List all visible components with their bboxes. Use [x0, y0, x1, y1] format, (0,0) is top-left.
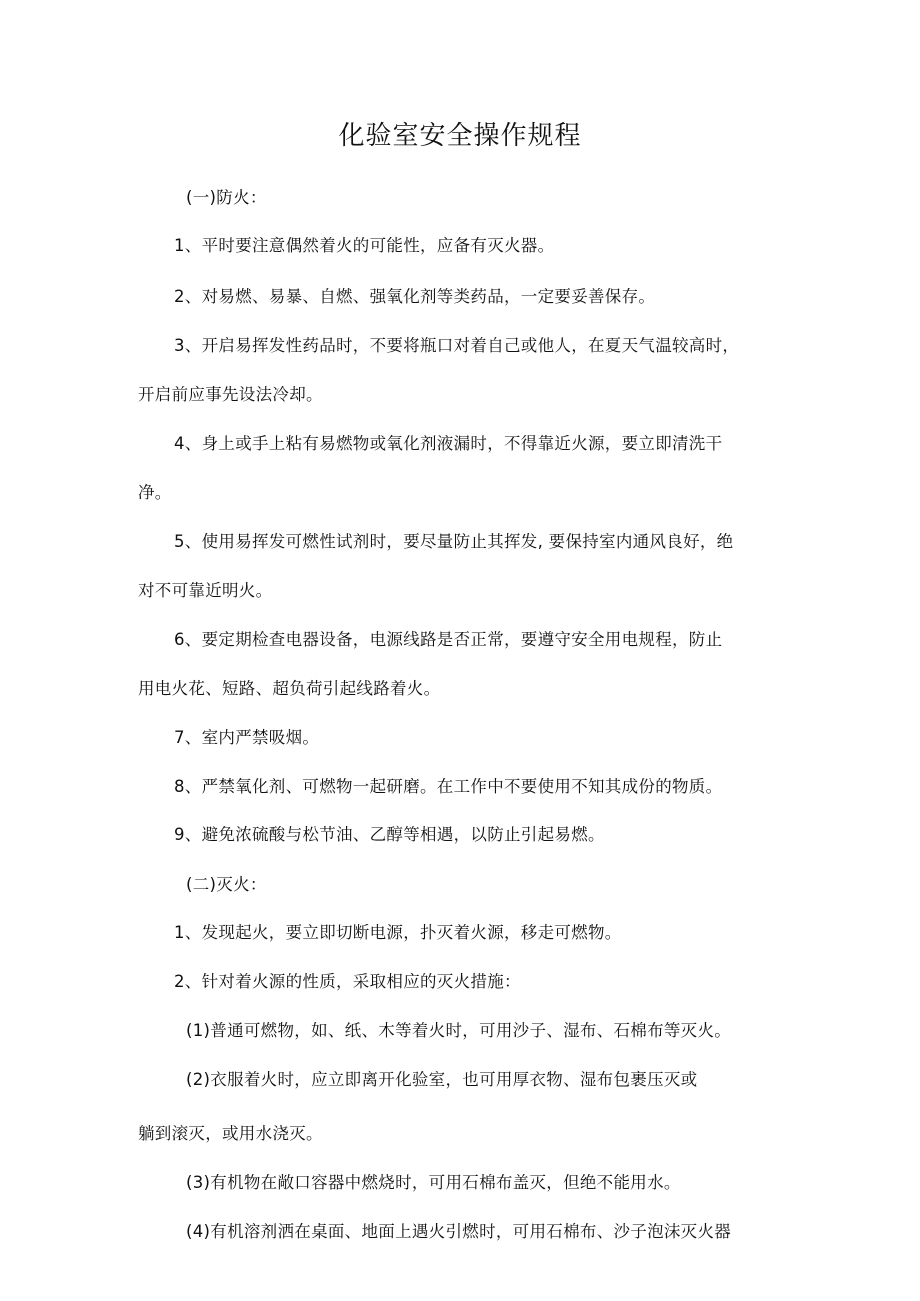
- paragraph-line: 8、严禁氧化剂、可燃物一起研磨。在工作中不要使用不知其成份的物质。: [174, 777, 723, 796]
- paragraph-line: 对不可靠近明火。: [138, 581, 273, 600]
- paragraph-line: 躺到滚灭，或用水浇灭。: [138, 1124, 323, 1143]
- paragraph-line: (4)有机溶剂洒在桌面、地面上遇火引燃时，可用石棉布、沙子泡沫灭火器: [186, 1222, 732, 1241]
- paragraph-line: (1)普通可燃物，如、纸、木等着火时，可用沙子、湿布、石棉布等灭火。: [186, 1021, 732, 1040]
- paragraph-line: 2、对易燃、易暴、自燃、强氧化剂等类药品，一定要妥善保存。: [174, 287, 656, 306]
- paragraph-line: 1、平时要注意偶然着火的可能性，应备有灭火器。: [174, 236, 555, 255]
- paragraph-line: 5、使用易挥发可燃性试剂时，要尽量防止其挥发, 要保持室内通风良好，绝: [174, 532, 734, 551]
- paragraph-line: (3)有机物在敞口容器中燃烧时，可用石棉布盖灭，但绝不能用水。: [186, 1173, 681, 1192]
- paragraph-line: 3、开启易挥发性药品时，不要将瓶口对着自己或他人，在夏天气温较高时，: [174, 336, 740, 355]
- paragraph-line: (2)衣服着火时，应立即离开化验室，也可用厚衣物、湿布包裹压灭或: [186, 1070, 698, 1089]
- section-heading-fire-extinguishing: (二)灭火：: [186, 875, 267, 894]
- section-heading-fire-prevention: (一)防火：: [186, 188, 267, 207]
- paragraph-line: 1、发现起火，要立即切断电源，扑灭着火源，移走可燃物。: [174, 923, 622, 942]
- paragraph-line: 2、针对着火源的性质，采取相应的灭火措施：: [174, 972, 521, 991]
- paragraph-line: 9、避免浓硫酸与松节油、乙醇等相遇，以防止引起易燃。: [174, 825, 605, 844]
- paragraph-line: 6、要定期检查电器设备，电源线路是否正常，要遵守安全用电规程，防止: [174, 630, 723, 649]
- paragraph-line: 4、身上或手上粘有易燃物或氧化剂液漏时，不得靠近火源，要立即清洗干: [174, 434, 723, 453]
- document-title: 化验室安全操作规程: [338, 121, 582, 151]
- paragraph-line: 开启前应事先设法冷却。: [138, 385, 323, 404]
- paragraph-line: 7、室内严禁吸烟。: [174, 728, 320, 747]
- paragraph-line: 净。: [138, 483, 172, 502]
- paragraph-line: 用电火花、短路、超负荷引起线路着火。: [138, 679, 441, 698]
